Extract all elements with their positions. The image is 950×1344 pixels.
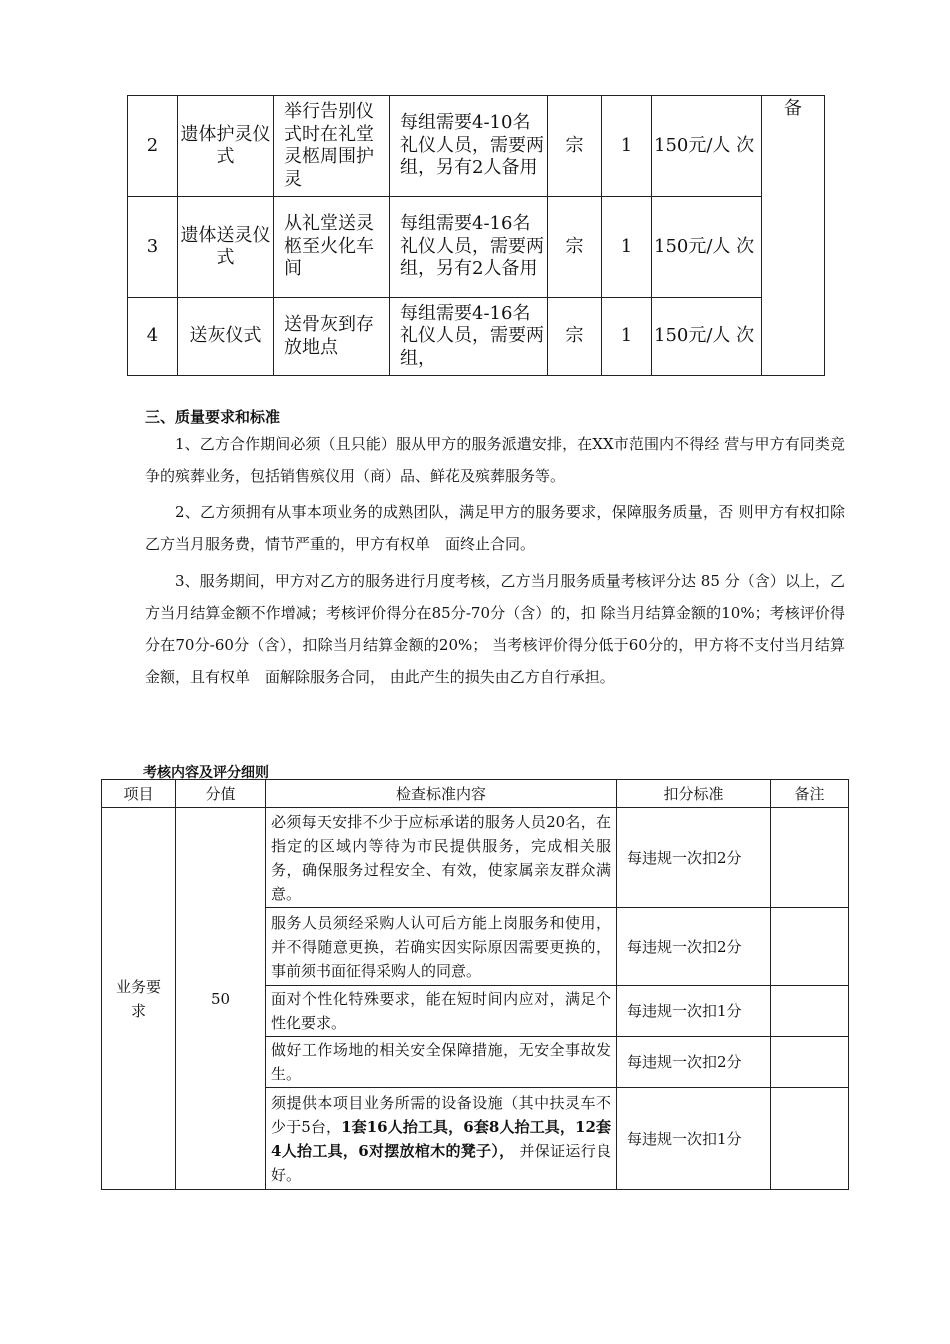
service-qty: 1 xyxy=(602,197,652,298)
row-number: 4 xyxy=(128,298,178,376)
paragraph-1: 1、乙方合作期间必须（且只能）服从甲方的服务派遣安排，在XX市范围内不得经 营与甲方有同类竞争的殡葬业务，包括销售殡仪用（商）品、鲜花及殡葬服务等。 xyxy=(145,435,845,485)
service-price: 150元/人 次 xyxy=(652,197,762,298)
service-qty: 1 xyxy=(602,298,652,376)
table-row xyxy=(128,197,825,298)
section-heading: 三、质量要求和标准 xyxy=(145,408,281,426)
service-unit: 宗 xyxy=(548,96,602,197)
criteria-text-bold: 1套16人抬工具，6套8人抬工具，12套4人抬工具，6对摆放棺木的凳子）， xyxy=(271,1117,612,1160)
note-cell xyxy=(771,808,849,908)
service-req: 每组需要4-16名礼仪人员，需要两组， xyxy=(390,298,548,376)
service-unit: 宗 xyxy=(548,197,602,298)
service-name: 遗体护灵仪式 xyxy=(178,96,274,197)
service-name: 送灰仪式 xyxy=(178,298,274,376)
header-row xyxy=(102,780,849,808)
criteria-content: 必须每天安排不少于应标承诺的服务人员20名，在指定的区域内等待为市民提供服务，完成相关服务，确保服务过程安全、有效，使家属亲友群众满意。 xyxy=(266,808,617,908)
deduction-rule: 每违规一次扣2分 xyxy=(617,908,771,986)
paragraph-3: 3、服务期间，甲方对乙方的服务进行月度考核，乙方当月服务质量考核评分达 85 分（含）以上，乙方当月结算金额不作增减；考核评价得分在85分-70分（含）的，扣 除当月结算金额的10%；考核评价得分在70分-60分（含），扣除当月结算金额的20%； 当考核评价得分低于60分的，甲方将不支付当月结算金额，且有权单 面解除服务合同， 由此产生的损失由乙方自行承担。 xyxy=(145,572,845,686)
row-number: 2 xyxy=(128,96,178,197)
service-qty: 1 xyxy=(602,96,652,197)
criteria-text: 须提供本项目业务所需的设备设施（其中扶灵车不少于5台， xyxy=(271,1093,611,1136)
assessment-table xyxy=(101,779,849,1190)
header-deduction: 扣分标准 xyxy=(617,780,771,808)
note-cell xyxy=(771,908,849,986)
criteria-content: 做好工作场地的相关安全保障措施，无安全事故发生。 xyxy=(266,1037,617,1088)
criteria-content xyxy=(266,1088,617,1190)
note-cell: 备 xyxy=(762,96,825,376)
note-cell xyxy=(771,986,849,1037)
service-req: 每组需要4-16名礼仪人员，需要两组，另有2人备用 xyxy=(390,197,548,298)
service-table xyxy=(127,95,825,376)
paragraph-2: 2、乙方须拥有从事本项业务的成熟团队，满足甲方的服务要求，保障服务质量，否 则甲方有权扣除乙方当月服务费，情节严重的，甲方有权单 面终止合同。 xyxy=(145,503,845,553)
service-price: 150元/人 次 xyxy=(652,298,762,376)
service-req: 每组需要4-10名礼仪人员，需要两组，另有2人备用 xyxy=(390,96,548,197)
category-cell xyxy=(102,808,176,1190)
table-row xyxy=(128,298,825,376)
service-unit: 宗 xyxy=(548,298,602,376)
header-item: 项目 xyxy=(102,780,176,808)
score-cell: 50 xyxy=(176,808,266,1190)
criteria-content: 面对个性化特殊要求，能在短时间内应对，满足个性化要求。 xyxy=(266,986,617,1037)
header-content: 检查标准内容 xyxy=(266,780,617,808)
deduction-rule: 每违规一次扣2分 xyxy=(617,808,771,908)
category-label: 业务要求 xyxy=(116,977,162,1020)
service-desc: 从礼堂送灵柩至火化车间 xyxy=(274,197,390,298)
service-desc: 送骨灰到存放地点 xyxy=(274,298,390,376)
service-price: 150元/人 次 xyxy=(652,96,762,197)
criteria-text: 并保证运行良好。 xyxy=(271,1141,611,1184)
assessment-title: 考核内容及评分细则 xyxy=(143,765,269,781)
note-cell xyxy=(771,1037,849,1088)
deduction-rule: 每违规一次扣1分 xyxy=(617,1088,771,1190)
table-row xyxy=(102,808,849,908)
row-number: 3 xyxy=(128,197,178,298)
service-name: 遗体送灵仪式 xyxy=(178,197,274,298)
table-row xyxy=(128,96,825,197)
header-score: 分值 xyxy=(176,780,266,808)
header-note: 备注 xyxy=(771,780,849,808)
deduction-rule: 每违规一次扣2分 xyxy=(617,1037,771,1088)
criteria-content: 服务人员须经采购人认可后方能上岗服务和使用，并不得随意更换，若确实因实际原因需要更换的，事前须书面征得采购人的同意。 xyxy=(266,908,617,986)
note-cell xyxy=(771,1088,849,1190)
deduction-rule: 每违规一次扣1分 xyxy=(617,986,771,1037)
service-desc: 举行告别仪式时在礼堂灵柩周围护灵 xyxy=(274,96,390,197)
